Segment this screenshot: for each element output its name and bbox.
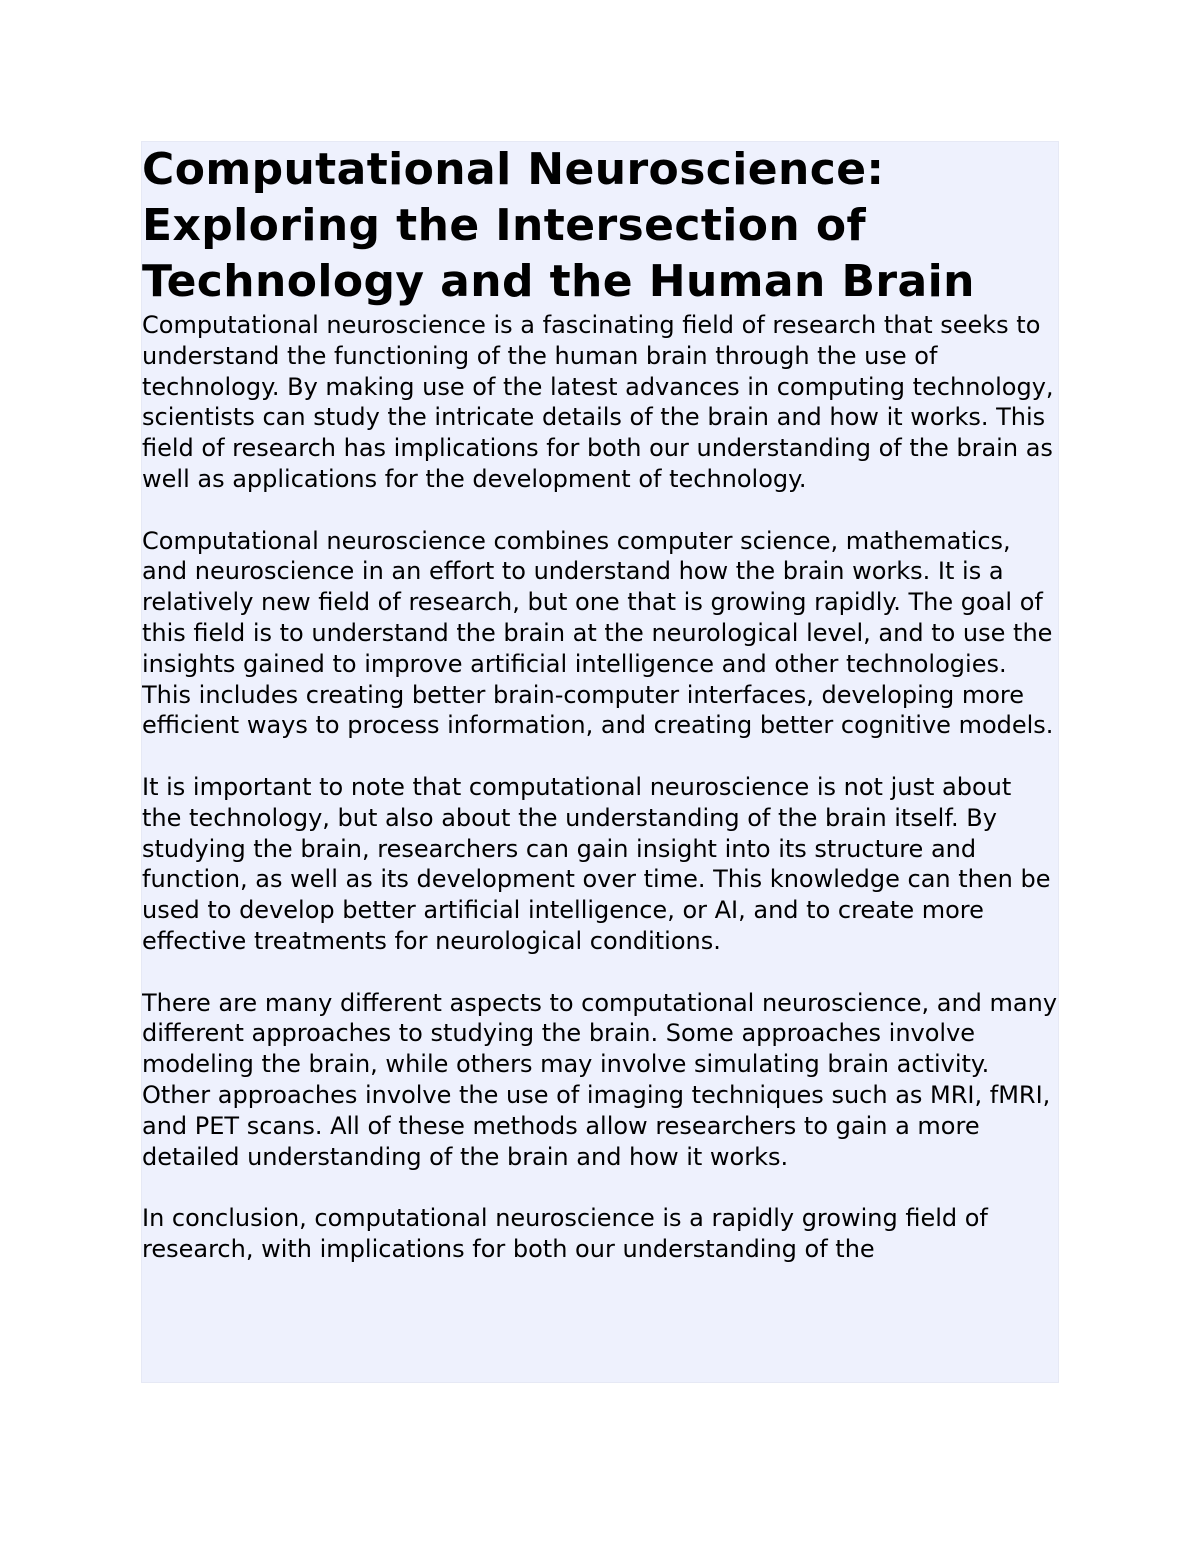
paragraph-spacer [142, 957, 1058, 988]
paragraph-5: In conclusion, computational neuroscience is a rapidly growing field of research, with implications for both our understanding of the [142, 1204, 988, 1263]
text-box [141, 141, 1059, 1383]
paragraph-spacer [142, 495, 1058, 526]
paragraph-1: Computational neuroscience is a fascinating field of research that seeks to understand the functioning of the human brain through the use of technology. By making use of the latest advances in computing technology, scientists can study the intricate details of the brain and how it works. This field of research has implications for both our understanding of the brain as well as applications for the development of technology. [142, 311, 1054, 493]
paragraph-4: There are many different aspects to computational neuroscience, and many different approaches to studying the brain. Some approaches involve modeling the brain, while others may involve simulating brain activity. Other approaches involve the use of imaging techniques such as MRI, fMRI, and PET scans. All of these methods allow researchers to gain a more detailed understanding of the brain and how it works. [142, 988, 1058, 1171]
document-title: Computational Neuroscience: Exploring the Intersection of Technology and the Human Brain [142, 144, 975, 307]
paragraph-2: Computational neuroscience combines computer science, mathematics, and neuroscience in an effort to understand how the brain works. It is a relatively new field of research, but one that is growing rapidly. The goal of this field is to understand the brain at the neurological level, and to use the insights gained to improve artificial intelligence and other technologies. This includes creating better brain-computer interfaces, developing more efficient ways to process information, and creating better cognitive models. [142, 526, 1054, 740]
paragraph-3: It is important to note that computational neuroscience is not just about the technology, but also about the understanding of the brain itself. By studying the brain, researchers can gain insight into its structure and function, as well as its development over time. This knowledge can then be used to develop better artificial intelligence, or AI, and to create more effective treatments for neurological conditions. [142, 772, 1051, 955]
paragraph-spacer [142, 741, 1058, 772]
paragraph-spacer [142, 1172, 1058, 1203]
